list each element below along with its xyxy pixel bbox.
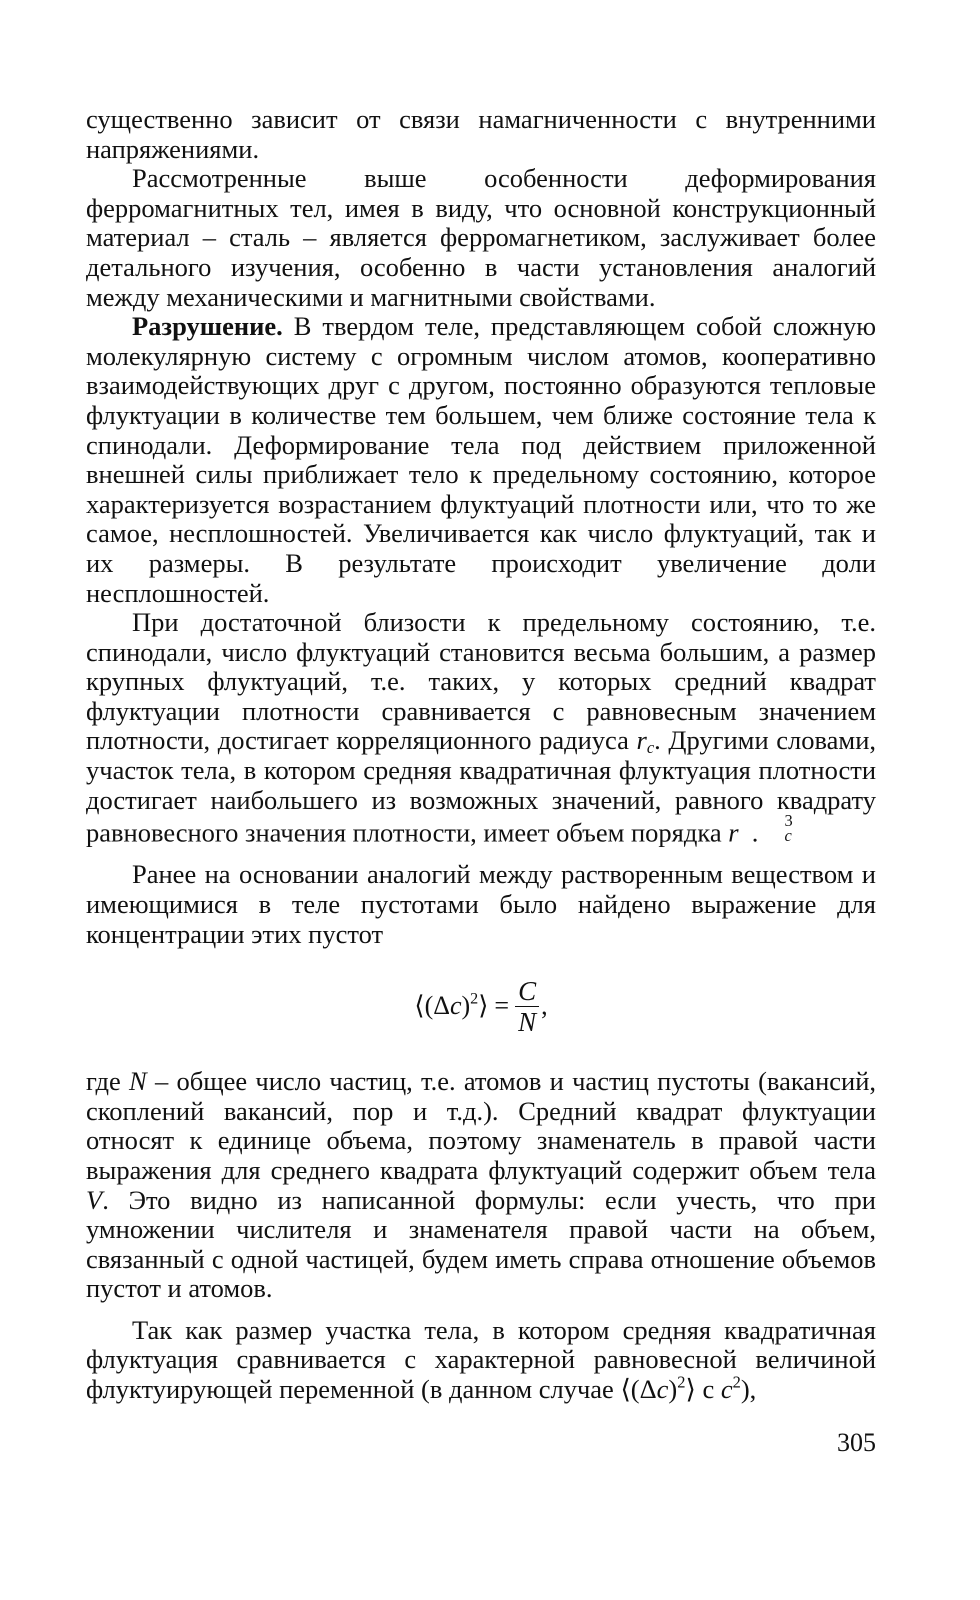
paragraph-2	[86, 164, 876, 312]
symbol-r-subscript: c	[646, 738, 655, 758]
paragraph-3	[86, 312, 876, 608]
paragraph-3-text: В твердом теле, представляющем собой сложную молекулярную систему с огромным числом атомов, кооперативно взаимодействующих друг с другом, постоянно образуются тепловые флуктуации в количестве тем большем, чем ближе состояние тела к спинодали. Деформирование тела под действием приложенной внешней силы приближает тело к предельному состоянию, которое характеризуется возрастанием флуктуаций плотности или, что то же самое, несплошностей. Увеличивается как число флуктуаций, так и их размеры. В результате происходит увеличение доли несплошностей.	[86, 311, 876, 608]
formula-numerator: C	[518, 975, 537, 1006]
symbol-r: r	[636, 725, 647, 756]
formula-lhs	[414, 991, 488, 1021]
formula-fluctuation	[86, 971, 876, 1041]
paragraph-5-text: Ранее на основании аналогий между растворенным веществом и имеющимися в теле пустотами было найдено выражение для концентрации этих пустот	[86, 859, 876, 949]
formula-equals-sign: =	[494, 991, 510, 1021]
paragraph-4-text-a: При достаточной близости к предельному состоянию, т.е. спинодали, число флуктуаций становится весьма большим, а размер крупных флуктуаций, т.е. таких, у которых средний квадрат флуктуации плотности сравнивается с равновесным значением плотности, достигает корреляционного радиуса	[86, 607, 876, 756]
paragraph-1-text: существенно зависит от связи намагниченности с внутренними напряжениями.	[86, 104, 876, 164]
symbol-N: N	[129, 1066, 147, 1097]
paragraph-6	[86, 1067, 876, 1304]
paragraph-1	[86, 105, 876, 164]
symbol-r-cubed-subscript: c	[784, 826, 792, 845]
symbol-r-cubed: r	[728, 817, 739, 848]
inline-expr-end: ⟩	[685, 1374, 696, 1405]
symbol-r-cubed-exponent: 3	[784, 811, 793, 831]
symbol-V: V	[86, 1184, 103, 1215]
inline-expr-variable: c	[656, 1374, 669, 1405]
symbol-r-cubed-scripts	[739, 811, 793, 845]
paragraph-6-text-c: . Это видно из написанной формулы: если учесть, что при умножении числителя и знаменателя правой части на объем, связанный с одной частицей, будем иметь справа отношение объемов пустот и атомов.	[86, 1184, 876, 1304]
paragraph-7	[86, 1316, 876, 1405]
paragraph-4	[86, 608, 876, 848]
section-heading-fracture: Разрушение.	[132, 311, 283, 342]
inline-expr-exponent: 2	[677, 1372, 686, 1392]
formula-comma: ,	[541, 991, 548, 1021]
formula-denominator: N	[518, 1006, 537, 1037]
formula-fraction	[515, 976, 539, 1037]
paragraph-4-text-c: .	[751, 817, 759, 848]
paragraph-4-text-b: . Другими словами, участок тела, в котором средняя квадратичная флуктуация плотности достигает наибольшего из возможных значений, равного квадрату равновесного значения плотности, имеет объем порядка	[86, 725, 876, 848]
paragraph-2-text: Рассмотренные выше особенности деформирования ферромагнитных тел, имея в виду, что основной конструкционный материал – сталь – является ферромагнетиком, заслуживает более детального изучения, особенно в части установления аналогий между механическими и магнитными свойствами.	[86, 163, 876, 312]
paragraph-7-text-a: Так как размер участка тела, в котором средняя квадратичная флуктуация сравнивается с характерной равновесной величиной флуктуирующей переменной (в данном случае	[86, 1314, 876, 1405]
paragraph-6-text-a: где	[86, 1066, 130, 1097]
formula-lhs-exponent: 2	[470, 990, 479, 1008]
symbol-c: c	[720, 1374, 733, 1405]
formula-lhs-close: )	[461, 991, 471, 1021]
formula-lhs-variable: c	[449, 991, 462, 1021]
paragraph-7-text-c: ),	[740, 1374, 757, 1405]
symbol-c-exponent: 2	[732, 1372, 741, 1392]
inline-expr-close: )	[668, 1374, 678, 1405]
paragraph-5	[86, 860, 876, 949]
page-number: 305	[837, 1428, 876, 1457]
formula-lhs-open: ⟨(Δ	[414, 991, 450, 1021]
formula-lhs-end: ⟩	[478, 991, 489, 1021]
inline-expr-open: ⟨(Δ	[620, 1374, 657, 1405]
body-text	[86, 105, 876, 1405]
paragraph-7-text-b: с	[695, 1374, 721, 1405]
paragraph-6-text-b: – общее число частиц, т.е. атомов и частиц пустоты (вакансий, скоплений вакансий, пор и т.д.). Средний квадрат флуктуации относят к единице объема, поэтому знаменатель в правой части выражения для среднего квадрата флуктуаций содержит объем тела	[86, 1066, 877, 1185]
